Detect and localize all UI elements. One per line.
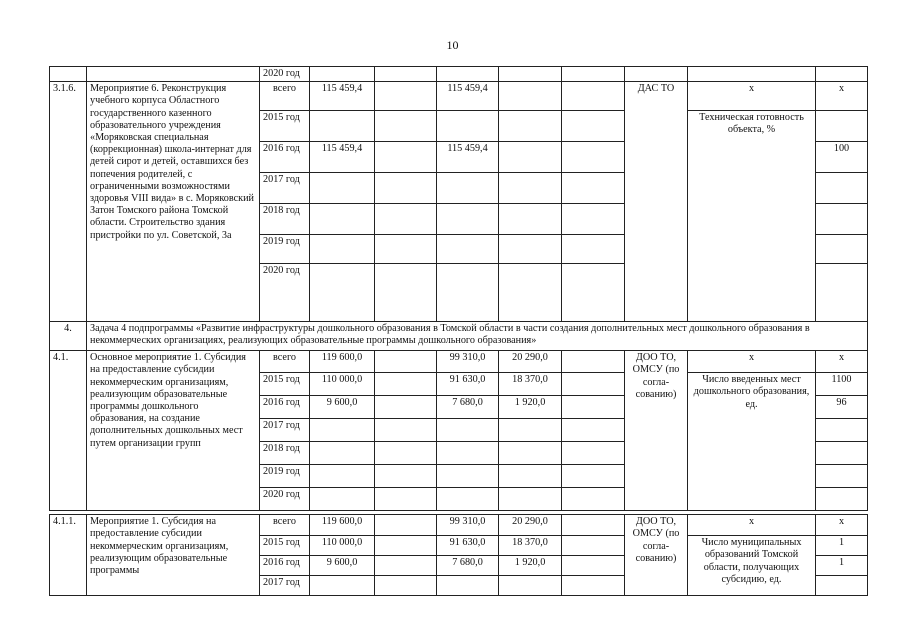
amount-local: 18 370,0 bbox=[499, 536, 562, 556]
amount-other bbox=[562, 264, 625, 322]
amount-federal bbox=[375, 264, 437, 322]
amount-regional: 91 630,0 bbox=[437, 373, 499, 396]
year-cell: 2015 год bbox=[260, 111, 310, 142]
amount-local bbox=[499, 488, 562, 511]
amount-other bbox=[562, 396, 625, 419]
amount-regional bbox=[437, 111, 499, 142]
amount-regional: 7 680,0 bbox=[437, 556, 499, 576]
year-cell: 2017 год bbox=[260, 576, 310, 596]
amount-regional: 115 459,4 bbox=[437, 82, 499, 111]
amount-other bbox=[562, 173, 625, 204]
page-number: 10 bbox=[446, 38, 459, 52]
amount-federal bbox=[375, 442, 437, 465]
amount-federal bbox=[375, 536, 437, 556]
indicator-head: х bbox=[688, 82, 816, 111]
amount-regional: 115 459,4 bbox=[437, 142, 499, 173]
amount-total bbox=[310, 488, 375, 511]
amount-total bbox=[310, 173, 375, 204]
amount-total bbox=[310, 576, 375, 596]
task-title: Задача 4 подпрограммы «Развитие инфраструктуры дошкольного образования в Томской области в части создания дополнительных мест дошкольного образования в некоммерческих организациях, реализующих образовательные программы дошкольного образования» bbox=[87, 322, 868, 351]
amount-other bbox=[562, 204, 625, 235]
amount-other bbox=[562, 442, 625, 465]
amount-federal bbox=[375, 576, 437, 596]
activity-name: Мероприятие 1. Субсидия на предоставление субсидии некоммерческим организациям, реализующим образовательные программы bbox=[87, 515, 260, 596]
amount-federal bbox=[375, 373, 437, 396]
amount-other bbox=[562, 556, 625, 576]
year-cell: 2018 год bbox=[260, 204, 310, 235]
executor: ДОО ТО, ОМСУ (по согла-сованию) bbox=[625, 515, 688, 596]
amount-total: 9 600,0 bbox=[310, 556, 375, 576]
amount-other bbox=[562, 142, 625, 173]
amount-regional: 99 310,0 bbox=[437, 515, 499, 536]
amount-federal bbox=[375, 396, 437, 419]
indicator-value: х bbox=[816, 351, 868, 373]
amount-local bbox=[499, 235, 562, 264]
year-cell: 2020 год bbox=[260, 67, 310, 82]
amount-federal bbox=[375, 235, 437, 264]
amount-total bbox=[310, 264, 375, 322]
amount-federal bbox=[375, 515, 437, 536]
amount-local: 20 290,0 bbox=[499, 351, 562, 373]
indicator-value bbox=[816, 488, 868, 511]
indicator-name: Число введенных мест дошкольного образования, ед. bbox=[688, 373, 816, 511]
amount-other bbox=[562, 465, 625, 488]
year-cell: всего bbox=[260, 82, 310, 111]
amount-regional bbox=[437, 465, 499, 488]
table-row bbox=[50, 515, 868, 536]
indicator-value bbox=[816, 204, 868, 235]
amount-regional bbox=[437, 264, 499, 322]
amount-regional bbox=[437, 204, 499, 235]
amount-total: 115 459,4 bbox=[310, 142, 375, 173]
indicator-value: х bbox=[816, 515, 868, 536]
amount-other bbox=[562, 111, 625, 142]
amount-local bbox=[499, 204, 562, 235]
amount-total bbox=[310, 442, 375, 465]
table-row bbox=[50, 351, 868, 373]
amount-federal bbox=[375, 488, 437, 511]
amount-total bbox=[310, 204, 375, 235]
row-number: 4. bbox=[50, 322, 87, 351]
indicator-value: 100 bbox=[816, 142, 868, 173]
amount-local bbox=[499, 142, 562, 173]
indicator-value bbox=[816, 173, 868, 204]
amount-total: 119 600,0 bbox=[310, 351, 375, 373]
amount-federal bbox=[375, 142, 437, 173]
amount-other bbox=[562, 419, 625, 442]
indicator-value bbox=[816, 442, 868, 465]
amount-regional bbox=[437, 419, 499, 442]
year-cell: 2016 год bbox=[260, 396, 310, 419]
amount-regional bbox=[437, 235, 499, 264]
amount-local: 20 290,0 bbox=[499, 515, 562, 536]
amount-federal bbox=[375, 351, 437, 373]
activity-name: Основное мероприятие 1. Субсидия на предоставление субсидии некоммерческим организациям, реализующим образовательные программы дошкольного образования, на создание дополнительных дошкольных мест путем организации групп bbox=[87, 351, 260, 511]
indicator-value bbox=[816, 465, 868, 488]
row-number: 3.1.6. bbox=[50, 82, 87, 322]
year-cell: 2019 год bbox=[260, 235, 310, 264]
amount-regional bbox=[437, 576, 499, 596]
amount-local bbox=[499, 465, 562, 488]
amount-regional: 7 680,0 bbox=[437, 396, 499, 419]
amount-federal bbox=[375, 173, 437, 204]
amount-regional bbox=[437, 173, 499, 204]
amount-other bbox=[562, 373, 625, 396]
amount-total: 110 000,0 bbox=[310, 373, 375, 396]
indicator-head: х bbox=[688, 351, 816, 373]
year-cell: всего bbox=[260, 351, 310, 373]
amount-local bbox=[499, 419, 562, 442]
amount-other bbox=[562, 235, 625, 264]
amount-federal bbox=[375, 556, 437, 576]
table-row bbox=[50, 322, 868, 351]
year-cell: всего bbox=[260, 515, 310, 536]
indicator-value bbox=[816, 419, 868, 442]
indicator-value: 1100 bbox=[816, 373, 868, 396]
amount-local: 1 920,0 bbox=[499, 396, 562, 419]
amount-total bbox=[310, 111, 375, 142]
amount-other bbox=[562, 515, 625, 536]
row-number: 4.1.1. bbox=[50, 515, 87, 596]
indicator-value bbox=[816, 264, 868, 322]
indicator-value bbox=[816, 235, 868, 264]
indicator-name: Число муниципальных образований Томской области, получающих субсидию, ед. bbox=[688, 536, 816, 596]
indicator-value: 1 bbox=[816, 556, 868, 576]
year-cell: 2015 год bbox=[260, 373, 310, 396]
indicator-value: 1 bbox=[816, 536, 868, 556]
amount-federal bbox=[375, 82, 437, 111]
amount-local bbox=[499, 576, 562, 596]
indicator-head: х bbox=[688, 515, 816, 536]
amount-federal bbox=[375, 465, 437, 488]
amount-federal bbox=[375, 204, 437, 235]
amount-total bbox=[310, 235, 375, 264]
amount-regional bbox=[437, 488, 499, 511]
amount-local bbox=[499, 82, 562, 111]
amount-regional bbox=[437, 442, 499, 465]
indicator-name: Техническая готовность объекта, % bbox=[688, 111, 816, 322]
amount-local: 1 920,0 bbox=[499, 556, 562, 576]
amount-federal bbox=[375, 419, 437, 442]
amount-total bbox=[310, 419, 375, 442]
amount-other bbox=[562, 82, 625, 111]
amount-total bbox=[310, 465, 375, 488]
year-cell: 2018 год bbox=[260, 442, 310, 465]
indicator-value: х bbox=[816, 82, 868, 111]
amount-total: 9 600,0 bbox=[310, 396, 375, 419]
amount-total: 115 459,4 bbox=[310, 82, 375, 111]
amount-local bbox=[499, 442, 562, 465]
amount-other bbox=[562, 488, 625, 511]
table-row bbox=[50, 67, 868, 82]
amount-total: 119 600,0 bbox=[310, 515, 375, 536]
year-cell: 2016 год bbox=[260, 556, 310, 576]
amount-local bbox=[499, 264, 562, 322]
amount-other bbox=[562, 536, 625, 556]
indicator-value bbox=[816, 576, 868, 596]
activity-name: Мероприятие 6. Реконструкция учебного корпуса Областного государственного казенного образовательного учреждения «Моряковская специальная (коррекционная) школа-интернат для детей сирот и детей, оставшихся без попечения родителей, с ограниченными возможностями здоровья VIII вида» в с. Моряковский Затон Томского района Томской области. Строительство здания пристройки по ул. Советской, 3а bbox=[87, 82, 260, 322]
year-cell: 2020 год bbox=[260, 264, 310, 322]
amount-regional: 99 310,0 bbox=[437, 351, 499, 373]
executor: ДАС ТО bbox=[625, 82, 688, 322]
amount-federal bbox=[375, 111, 437, 142]
amount-total: 110 000,0 bbox=[310, 536, 375, 556]
executor: ДОО ТО, ОМСУ (по согла-сованию) bbox=[625, 351, 688, 511]
year-cell: 2019 год bbox=[260, 465, 310, 488]
amount-regional: 91 630,0 bbox=[437, 536, 499, 556]
year-cell: 2017 год bbox=[260, 419, 310, 442]
year-cell: 2016 год bbox=[260, 142, 310, 173]
year-cell: 2020 год bbox=[260, 488, 310, 511]
amount-other bbox=[562, 351, 625, 373]
year-cell: 2015 год bbox=[260, 536, 310, 556]
amount-local bbox=[499, 111, 562, 142]
indicator-value: 96 bbox=[816, 396, 868, 419]
amount-local: 18 370,0 bbox=[499, 373, 562, 396]
indicator-value bbox=[816, 111, 868, 142]
amount-other bbox=[562, 576, 625, 596]
year-cell: 2017 год bbox=[260, 173, 310, 204]
program-table bbox=[49, 66, 868, 596]
table-row bbox=[50, 82, 868, 111]
amount-local bbox=[499, 173, 562, 204]
row-number: 4.1. bbox=[50, 351, 87, 511]
